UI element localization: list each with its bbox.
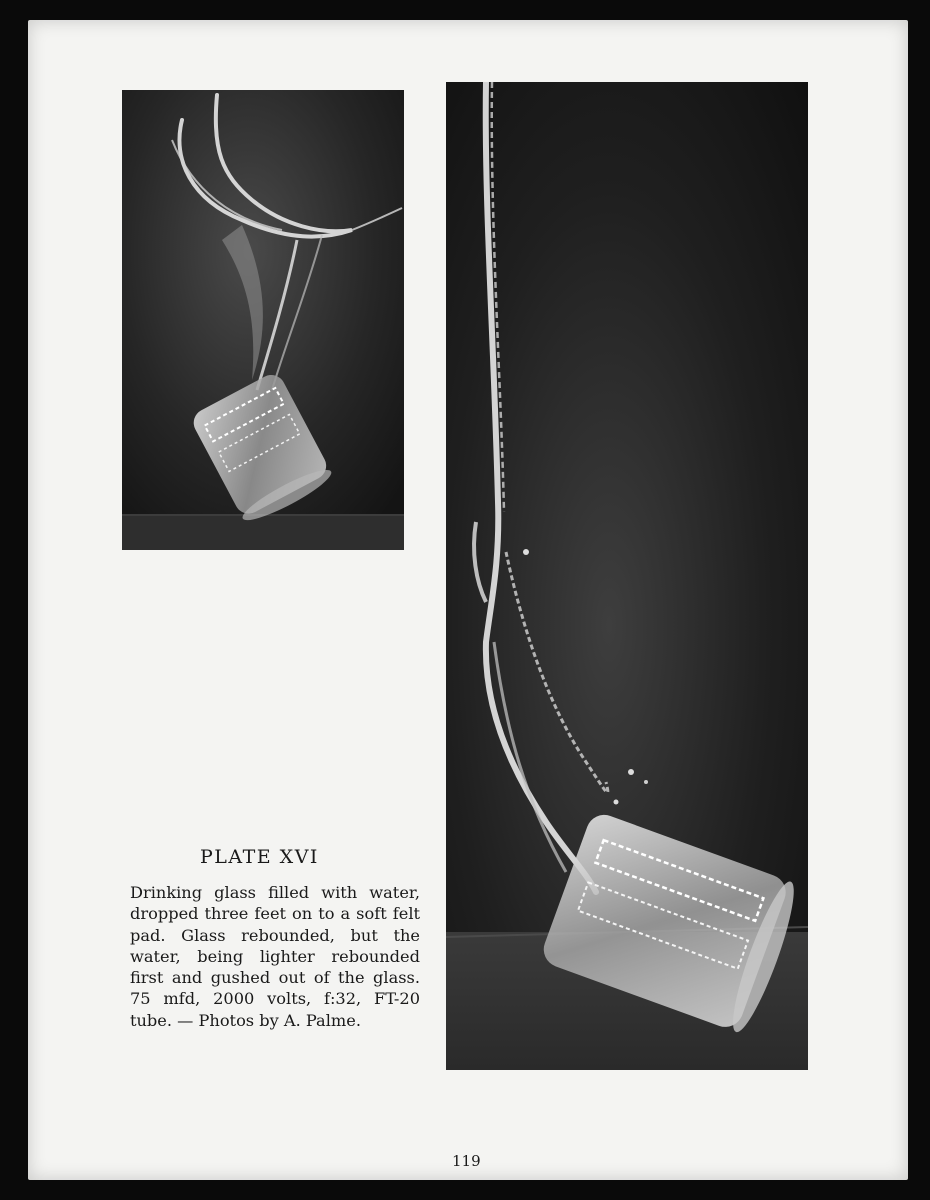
plate-caption: Drinking glass filled with water, dropped three feet on to a soft felt pad. Glass rebounded, but the water, being lighter rebounded first and gushed out of the glass. 75 mfd, 2000 volts, f:32, FT-20 tube. — Photos by A. Palme. [130, 883, 420, 1030]
page-number: 119 [452, 1152, 481, 1170]
book-page [28, 20, 908, 1180]
photo-glass-splash-small [122, 90, 404, 550]
photo-glass-splash-small-image [122, 90, 404, 550]
plate-title: PLATE XVI [200, 846, 319, 868]
photo-glass-splash-large-image [446, 82, 808, 1070]
photo-glass-splash-large [446, 82, 808, 1070]
